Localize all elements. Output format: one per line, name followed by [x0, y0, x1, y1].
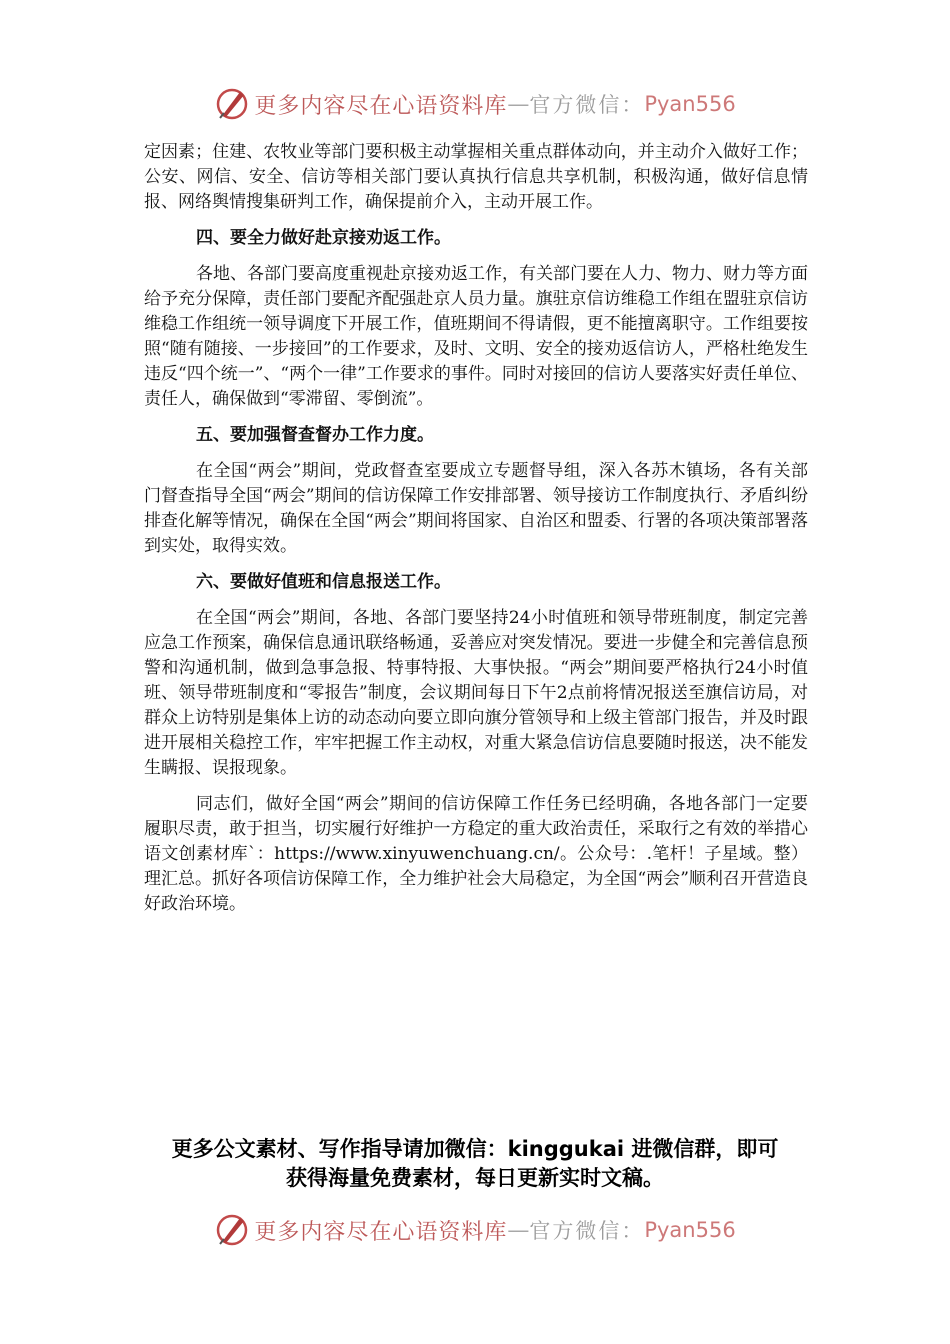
section-heading-6: 六、要做好值班和信息报送工作。 [196, 572, 451, 592]
watermark-main-text: 更多内容尽在心语资料库 [254, 93, 508, 119]
watermark-official-label: 官方微信： [529, 93, 645, 117]
footer-watermark [0, 1210, 950, 1250]
header-watermark [0, 84, 950, 124]
paragraph-section-5: 在全国“两会”期间，党政督查室要成立专题督导组，深入各苏木镇场，各有关部门督查指导全国“两会”期间的信访保障工作安排部署、领导接访工作制度执行、矛盾纠纷排查化解等情况，确保在全国“两会”期间将国家、自治区和盟委、行署的各项决策部署落到实处，取得实效。 [144, 461, 808, 556]
paragraph-closing: 同志们，做好全国“两会”期间的信访保障工作任务已经明确，各地各部门一定要履职尽责，敢于担当，切实履行好维护一方稳定的重大政治责任，采取行之有效的举措心语文创素材库`：https://www.xinyuwenchuang.cn/。公众号：.笔杆！子星域。整）理汇总。抓好各项信访保障工作，全力维护社会大局稳定，为全国“两会”顺利召开营造良好政治环境。 [144, 794, 808, 914]
paragraph-continuation: 定因素；住建、农牧业等部门要积极主动掌握相关重点群体动向，并主动介入做好工作；公安、网信、安全、信访等相关部门要认真执行信息共享机制，积极沟通，做好信息情报、网络舆情搜集研判工作，确保提前介入，主动开展工作。 [144, 142, 808, 212]
watermark-dash: — [507, 91, 530, 117]
section-heading-4: 四、要全力做好赴京接劝返工作。 [196, 228, 451, 248]
paragraph-section-6: 在全国“两会”期间，各地、各部门要坚持24小时值班和领导带班制度，制定完善应急工作预案，确保信息通讯联络畅通，妥善应对突发情况。要进一步健全和完善信息预警和沟通机制，做到急事急报、特事特报、大事快报。“两会”期间要严格执行24小时值班、领导带班制度和“零报告”制度，会议期间每日下午2点前将情况报送至旗信访局，对群众上访特别是集体上访的动态动向要立即向旗分管领导和上级主管部门报告，并及时跟进开展相关稳控工作，牢牢把握工作主动权，对重大紧急信访信息要随时报送，决不能发生瞒报、误报现象。 [144, 608, 808, 778]
quill-pen-logo-icon [214, 1212, 250, 1248]
watermark-wechat-id: Pyan556 [644, 1218, 736, 1242]
footer-promo [120, 1135, 830, 1193]
quill-pen-logo-icon [214, 86, 250, 122]
watermark-main-text: 更多内容尽在心语资料库 [254, 1219, 508, 1245]
section-heading-5: 五、要加强督查督办工作力度。 [196, 425, 434, 445]
footer-promo-line-2: 获得海量免费素材，每日更新实时文稿。 [286, 1166, 664, 1190]
watermark-wechat-id: Pyan556 [644, 92, 736, 116]
document-body [144, 140, 808, 917]
watermark-official-label: 官方微信： [529, 1219, 645, 1243]
paragraph-section-4: 各地、各部门要高度重视赴京接劝返工作，有关部门要在人力、物力、财力等方面给予充分保障，责任部门要配齐配强赴京人员力量。旗驻京信访维稳工作组在盟驻京信访维稳工作组统一领导调度下开展工作，值班期间不得请假，更不能擅离职守。工作组要按照“随有随接、一步接回”的工作要求，及时、文明、安全的接劝返信访人，严格杜绝发生违反“四个统一”、“两个一律”工作要求的事件。同时对接回的信访人要落实好责任单位、责任人，确保做到“零滞留、零倒流”。 [144, 264, 808, 409]
watermark-dash: — [507, 1217, 530, 1243]
footer-promo-line-1: 更多公文素材、写作指导请加微信：kinggukai 进微信群，即可 [171, 1137, 779, 1161]
